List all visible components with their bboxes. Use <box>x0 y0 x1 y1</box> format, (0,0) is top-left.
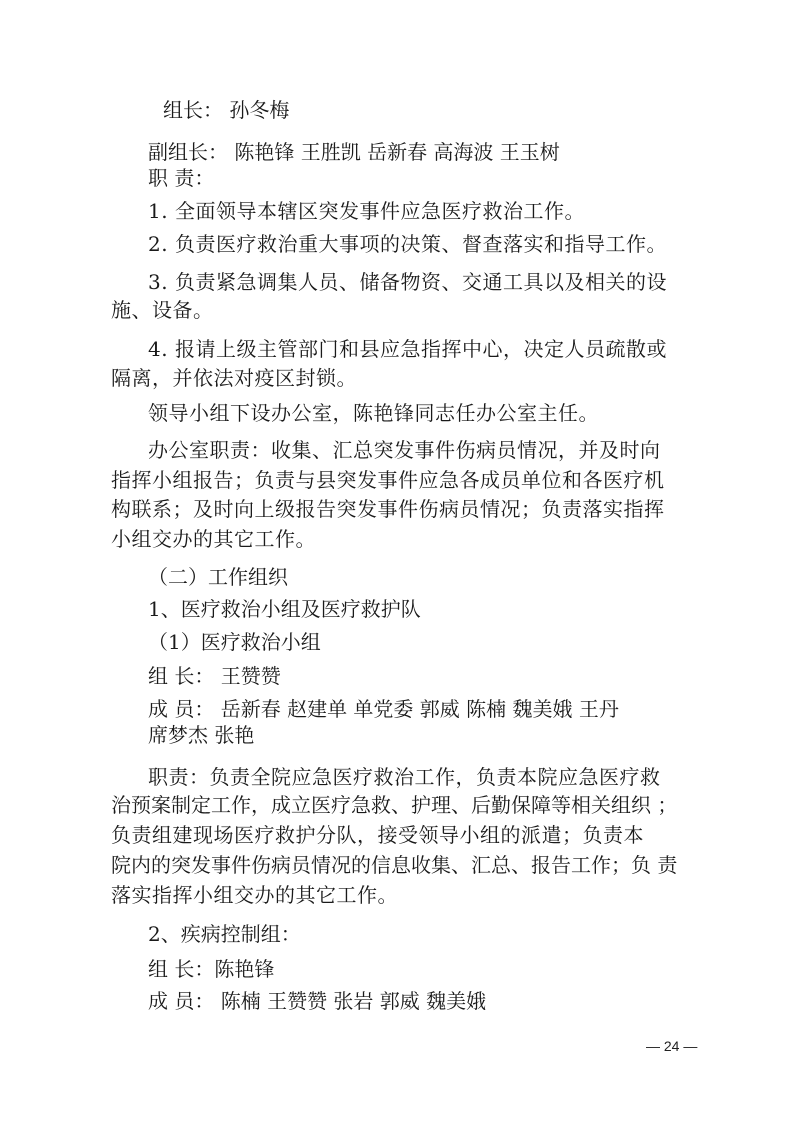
duties-heading: 职 责： <box>148 166 215 190</box>
team-duties-line-2: 治预案制定工作，成立医疗急救、护理、后勤保障等相关组织 ； <box>111 793 678 817</box>
office-setup-paragraph: 领导小组下设办公室，陈艳锋同志任办公室主任。 <box>148 401 599 425</box>
team-duties-line-3: 负责组建现场医疗救护分队，接受领导小组的派遣；负责本 <box>111 823 644 847</box>
office-duties-line-1: 办公室职责：收集、汇总突发事件伤病员情况，并及时向 <box>148 438 661 462</box>
duty-item-2: 2. 负责医疗救治重大事项的决策、督查落实和指导工作。 <box>148 232 667 256</box>
section-heading-2: （二）工作组织 <box>148 565 288 589</box>
page-number: — 24 — <box>646 1038 698 1054</box>
duty-item-4-line-1: 4. 报请上级主管部门和县应急指挥中心，决定人员疏散或 <box>148 337 667 361</box>
subsection-heading-1: 1、医疗救治小组及医疗救护队 <box>148 597 421 621</box>
team-members-1-line-1: 成 员： 岳新春 赵建单 单党委 郭威 陈楠 魏美娥 王丹 <box>148 697 619 721</box>
leader-line: 组长： 孙冬梅 <box>163 98 290 122</box>
team-members-2: 成 员： 陈楠 王赞赞 张岩 郭威 魏美娥 <box>148 989 487 1013</box>
subsection-heading-1-1: （1）医疗救治小组 <box>148 630 321 654</box>
office-duties-line-3: 构联系；及时向上级报告突发事件伤病员情况；负责落实指挥 <box>111 497 665 521</box>
deputy-leaders-line: 副组长： 陈艳锋 王胜凯 岳新春 高海波 王玉树 <box>148 140 560 164</box>
team-duties-line-5: 落实指挥小组交办的其它工作。 <box>111 883 398 907</box>
duty-item-4-line-2: 隔离，并依法对疫区封锁。 <box>111 366 357 390</box>
team-leader-1: 组 长： 王赞赞 <box>148 664 281 688</box>
team-members-1-line-2: 席梦杰 张艳 <box>148 723 255 747</box>
office-duties-line-2: 指挥小组报告；负责与县突发事件应急各成员单位和各医疗机 <box>111 468 665 492</box>
duty-item-3-line-2: 施、设备。 <box>111 298 214 322</box>
duty-item-1: 1. 全面领导本辖区突发事件应急医疗救治工作。 <box>148 199 585 223</box>
duty-item-3-line-1: 3. 负责紧急调集人员、储备物资、交通工具以及相关的设 <box>148 270 667 294</box>
subsection-heading-2: 2、疾病控制组： <box>148 922 301 946</box>
office-duties-line-4: 小组交办的其它工作。 <box>111 527 316 551</box>
team-duties-line-4: 院内的突发事件伤病员情况的信息收集、汇总、报告工作；负 责 <box>111 853 678 877</box>
team-duties-line-1: 职责：负责全院应急医疗救治工作，负责本院应急医疗救 <box>148 765 661 789</box>
team-leader-2: 组 长：陈艳锋 <box>148 957 275 981</box>
